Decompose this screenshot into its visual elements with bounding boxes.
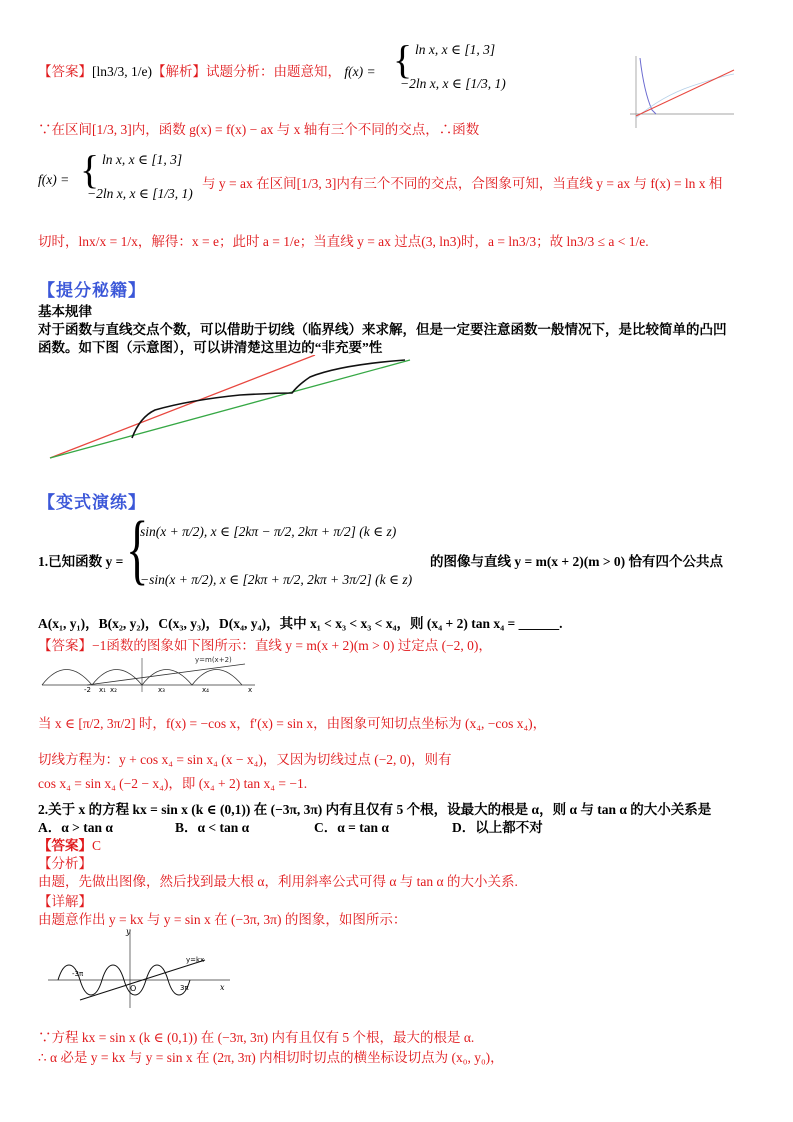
q2-line-a: ∵方程 kx = sin x (k ∈ (0,1)) 在 (−3π, 3π) 内有且仅有 5 个根，最大的根是 α. [38,1030,475,1045]
fx-label: f(x) = [344,64,376,79]
q1-answer-line [38,634,492,654]
q1-tick-4: x₃ [158,686,165,694]
q1-prefix: 1.已知函数 y = [38,554,124,569]
q2-option-a: A．α > tan α [38,820,113,835]
q2-answer-line [38,834,101,854]
q2-x-label: x [220,983,225,992]
para-1: 对于函数与直线交点个数，可以借助于切线（临界线）来求解，但是一定要注意函数一般情况下，是比较简单的凸凹 [38,322,727,337]
q2-graph [40,924,240,1014]
case-1b: ln x, x ∈ [1, 3] [102,152,183,167]
q1-answer-text: −1函数的图象如下图所示：直线 y = m(x + 2)(m > 0) 过定点 (−2, 0)， [92,638,492,653]
q1-tick-2: x₁ [99,686,106,694]
q2-line-label: y=kx [186,956,205,964]
q2-y-label: y [126,927,131,936]
q2-fenxi: 由题，先做出图像，然后找到最大根 α，利用斜率公式可得 α 与 tan α 的大小关系. [38,874,518,889]
q2-right-label: 3π [180,984,189,992]
q1-line-a: 当 x ∈ [π/2, 3π/2] 时，f(x) = −cos x，f′(x) = sin x，由图象可知切点坐标为 (x₄, −cos x₄)， [38,716,547,731]
heading-bianshi: 【变式演练】 [38,493,146,512]
q2-left-label: -3π [72,970,84,978]
q1-tick-6: x [248,686,253,694]
q1-line-c: cos x₄ = sin x₄ (−2 − x₄)，即 (x₄ + 2) tan x₄ = −1. [38,776,308,791]
subtitle-basic: 基本规律 [38,304,92,319]
q1-answer-tag: 【答案】 [38,638,92,653]
q2-line-b: ∴ α 必是 y = kx 与 y = sin x 在 (2π, 3π) 内相切时切点的横坐标设切点为 (x₀, y₀)， [38,1050,504,1065]
line-3: 与 y = ax 在区间[1/3, 3]内有三个不同的交点，合图象可知，当直线 y = ax 与 f(x) = ln x 相 [202,176,723,191]
q1-points: A(x₁, y₁)，B(x₂, y₂)，C(x₃, y₃)，D(x₄, y₄)，其中 x₁ < x₃ < x₃ < x₄，则 (x₄ + 2) tan x₄ = ______. [38,616,563,631]
q2-option-c: C．α = tan α [314,820,389,835]
q1-tick-3: x₂ [110,686,117,694]
line-4: 切时，lnx/x = 1/x，解得：x = e；此时 a = 1/e；当直线 y = ax 过点(3, ln3)时，a = ln3/3；故 ln3/3 ≤ a < 1/e. [38,234,649,249]
q1-graph [40,652,260,696]
answer-value: [ln3/3, 1/e) [92,64,152,79]
q2-option-d: D．以上都不对 [452,820,543,835]
analysis-text: 试题分析：由题意知， [206,64,341,79]
q1-line-b: 切线方程为：y + cos x₄ = sin x₄ (x − x₄)，又因为切线过点 (−2, 0)，则有 [38,752,452,767]
q2-xiangjie: 由题意作出 y = kx 与 y = sin x 在 (−3π, 3π) 的图象，如图所示： [38,912,407,927]
analysis-tag: 【解析】 [152,64,206,79]
q1-case-2: −sin(x + π/2), x ∈ [2kπ + π/2, 2kπ + 3π/2] (k ∈ z) [140,572,413,587]
q2-answer: C [92,838,102,853]
green-line [50,360,410,458]
q2-xiangjie-tag: 【详解】 [38,894,92,909]
q2-origin-label: O [130,984,137,993]
small-log-graph [622,52,738,132]
q2-option-b: B．α < tan α [175,820,250,835]
tangent-diagram [40,355,420,465]
q1-brace: { [126,505,149,592]
red-line [50,355,315,458]
answer-line [38,60,376,80]
line-2: ∵在区间[1/3, 3]内，函数 g(x) = f(x) − ax 与 x 轴有三个不同的交点，∴函数 [38,122,480,137]
q1-tick-1: -2 [84,686,91,694]
q1-tick-5: x₄ [202,686,209,694]
para-2: 函数。如下图（示意图），可以讲清楚这里边的“非充要”性 [38,340,383,355]
case-1: ln x, x ∈ [1, 3] [415,42,496,57]
q1-graph-label: y=m(x+2) [195,656,232,664]
heading-tifen: 【提分秘籍】 [38,281,146,300]
q2-answer-tag: 【答案】 [38,838,92,853]
fx-label-2: f(x) = [38,172,70,187]
q2-stem: 2.关于 x 的方程 kx = sin x (k ∈ (0,1)) 在 (−3π, 3π) 内有且仅有 5 个根，设最大的根是 α，则 α 与 tan α 的大小关系是 [38,802,712,817]
q1-case-1: sin(x + π/2), x ∈ [2kπ − π/2, 2kπ + π/2] (k ∈ z) [140,524,397,539]
q2-fenxi-tag: 【分析】 [38,856,92,871]
brace: { [393,37,413,82]
answer-tag: 【答案】 [38,64,92,79]
case-2b: −2ln x, x ∈ [1/3, 1) [87,186,193,201]
brace-2: { [80,147,100,192]
q1-suffix: 的图像与直线 y = m(x + 2)(m > 0) 恰有四个公共点 [430,554,724,569]
case-2: −2ln x, x ∈ [1/3, 1) [400,76,506,91]
